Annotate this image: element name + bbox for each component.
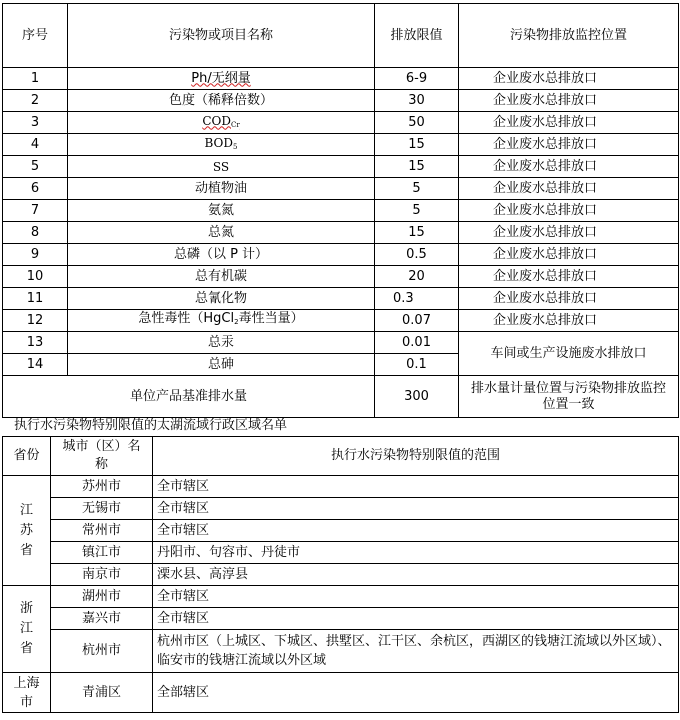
limit-cell: 0.5 (375, 244, 459, 266)
seq-cell: 6 (3, 178, 68, 200)
seq-cell: 11 (3, 288, 68, 310)
province-name: 江苏省 (19, 502, 33, 558)
pollutant-name-cell: 色度（稀释倍数） (68, 90, 375, 112)
table-row (3, 178, 679, 200)
scope-cell: 全市辖区 (153, 498, 679, 520)
seq-cell: 8 (3, 222, 68, 244)
table-row (3, 476, 679, 498)
location-cell: 企业废水总排放口 (459, 156, 679, 178)
location-cell: 企业废水总排放口 (459, 310, 679, 332)
scope-cell: 全市辖区 (153, 586, 679, 608)
limit-cell: 15 (375, 134, 459, 156)
table-row (3, 156, 679, 178)
table-row (3, 68, 679, 90)
city-cell: 无锡市 (51, 498, 153, 520)
pollutant-name-cell: 总氮 (68, 222, 375, 244)
scope-cell: 溧水县、高淳县 (153, 564, 679, 586)
pollutant-name-cell: 总汞 (68, 332, 375, 354)
seq-cell: 9 (3, 244, 68, 266)
city-cell: 苏州市 (51, 476, 153, 498)
table-row (3, 90, 679, 112)
seq-cell: 13 (3, 332, 68, 354)
table-row (3, 200, 679, 222)
pollutant-name-subscript: 2 (234, 318, 239, 326)
location-cell: 企业废水总排放口 (459, 200, 679, 222)
location-cell: 企业废水总排放口 (459, 222, 679, 244)
table-row (3, 542, 679, 564)
limit-cell: 5 (375, 178, 459, 200)
standards-header-row (3, 4, 679, 68)
limit-cell: 30 (375, 90, 459, 112)
pollutant-name: Ph/无纲量 (191, 70, 251, 86)
location-cell: 企业废水总排放口 (459, 134, 679, 156)
footer-row (3, 376, 679, 418)
limit-cell: 20 (375, 266, 459, 288)
seq-cell: 14 (3, 354, 68, 376)
pollutant-name-cell: 动植物油 (68, 178, 375, 200)
table-row (3, 112, 679, 134)
limit-cell: 0.3 (375, 288, 459, 310)
limit-cell: 5 (375, 200, 459, 222)
pollutant-name-cell: 总氰化物 (68, 288, 375, 310)
location-cell: 企业废水总排放口 (459, 288, 679, 310)
table-row (3, 222, 679, 244)
pollutant-name-post: 毒性当量） (238, 311, 304, 326)
province-name: 浙江省 (19, 601, 33, 656)
seq-cell: 2 (3, 90, 68, 112)
pollutant-name-cell (68, 134, 375, 156)
seq-cell: 12 (3, 310, 68, 332)
city-cell: 南京市 (51, 564, 153, 586)
pollutant-name-subscript: Cr (230, 120, 240, 129)
scope-cell: 丹阳市、句容市、丹徒市 (153, 542, 679, 564)
header-limit: 排放限值 (375, 4, 459, 68)
limit-cell: 0.1 (375, 354, 459, 376)
location-cell: 企业废水总排放口 (459, 68, 679, 90)
table-row (3, 498, 679, 520)
seq-cell: 5 (3, 156, 68, 178)
scope-cell: 全市辖区 (153, 520, 679, 542)
table-row (3, 608, 679, 630)
header-seq: 序号 (3, 4, 68, 68)
city-cell: 杭州市 (51, 630, 153, 673)
limit-cell: 50 (375, 112, 459, 134)
header-scope: 执行水污染物特别限值的范围 (153, 437, 679, 476)
table-row (3, 244, 679, 266)
footer-location: 排水量计量位置与污染物排放监控位置一致 (459, 376, 679, 418)
header-location: 污染物排放监控位置 (459, 4, 679, 68)
region-header-row (3, 437, 679, 476)
table-row (3, 288, 679, 310)
location-cell: 企业废水总排放口 (459, 90, 679, 112)
seq-cell: 4 (3, 134, 68, 156)
limit-cell: 0.07 (375, 310, 459, 332)
city-cell: 青浦区 (51, 673, 153, 713)
header-province: 省份 (3, 437, 51, 476)
city-cell: 嘉兴市 (51, 608, 153, 630)
scope-cell: 全市辖区 (153, 608, 679, 630)
pollutant-name-cell: 总砷 (68, 354, 375, 376)
table-row (3, 134, 679, 156)
limit-cell: 0.01 (375, 332, 459, 354)
pollutant-name-cell: 总磷（以 P 计） (68, 244, 375, 266)
table-row (3, 586, 679, 608)
province-cell (3, 586, 51, 673)
pollutant-name-cell (68, 112, 375, 134)
province-cell (3, 673, 51, 713)
location-cell: 企业废水总排放口 (459, 178, 679, 200)
location-cell-merged: 车间或生产设施废水排放口 (459, 332, 679, 376)
table-row (3, 266, 679, 288)
scope-cell: 全部辖区 (153, 673, 679, 713)
pollutant-name (202, 114, 239, 128)
city-cell: 湖州市 (51, 586, 153, 608)
table-row (3, 332, 679, 354)
limit-cell: 15 (375, 156, 459, 178)
city-cell: 镇江市 (51, 542, 153, 564)
pollutant-name-cell: 总有机碳 (68, 266, 375, 288)
limit-cell: 6-9 (375, 68, 459, 90)
pollutant-name-cell: SS (68, 156, 375, 178)
pollutant-name-cell (68, 68, 375, 90)
header-city-label: 城市（区）名称 (62, 439, 141, 472)
seq-cell: 1 (3, 68, 68, 90)
location-cell: 企业废水总排放口 (459, 112, 679, 134)
location-cell: 企业废水总排放口 (459, 266, 679, 288)
pollutant-name-main: BOD (204, 135, 234, 150)
footer-limit: 300 (375, 376, 459, 418)
pollutant-name-pre: 急性毒性（HgCl (138, 311, 235, 326)
table-row (3, 673, 679, 713)
city-cell: 常州市 (51, 520, 153, 542)
pollutant-name-cell (68, 310, 375, 332)
limit-cell: 15 (375, 222, 459, 244)
province-name: 上海市 (13, 675, 40, 710)
table-row (3, 630, 679, 673)
pollutant-name-subscript: 5 (233, 142, 238, 151)
scope-cell: 杭州市区（上城区、下城区、拱墅区、江干区、余杭区，西湖区的钱塘江流域以外区域）、临安市的钱塘江流域以外区域 (153, 630, 679, 673)
footer-label: 单位产品基准排水量 (3, 376, 375, 418)
seq-cell: 7 (3, 200, 68, 222)
seq-cell: 3 (3, 112, 68, 134)
header-name: 污染物或项目名称 (68, 4, 375, 68)
province-cell (3, 476, 51, 586)
location-cell: 企业废水总排放口 (459, 244, 679, 266)
pollutant-name-main: COD (202, 113, 231, 128)
seq-cell: 10 (3, 266, 68, 288)
table-row (3, 520, 679, 542)
header-city (51, 437, 153, 476)
table-row (3, 310, 679, 332)
scope-cell: 全市辖区 (153, 476, 679, 498)
region-table (2, 436, 679, 713)
pollutant-name-cell: 氨氮 (68, 200, 375, 222)
table-row (3, 564, 679, 586)
standards-table (2, 3, 679, 418)
region-table-caption: 执行水污染物特别限值的太湖流域行政区域名单 (14, 418, 288, 433)
